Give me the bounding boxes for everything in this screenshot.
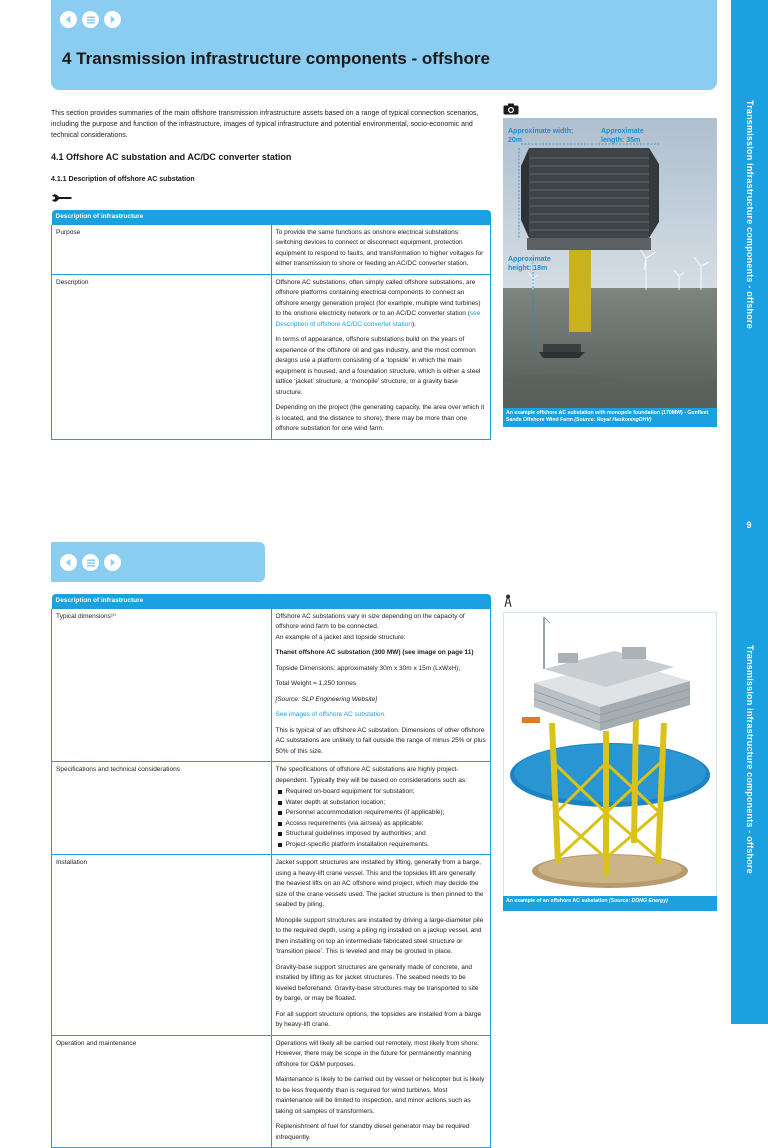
description-paragraph: In terms of appearance, offshore substations build on the years of experience of the offshore oil and gas industry, and the most common designs use a platform consisting of a ‘topside’ in which the main equipment is housed, and a foundation structure, which is either a steel lattice ‘jacket’ structure, a ‘monopile’ structure, or a gravity base structure. <box>275 336 481 396</box>
row-label: Installation <box>52 855 272 1036</box>
typical-text: Topside Dimensions: approximately 30m x 30m x 15m (LxWxH); <box>275 664 461 672</box>
text-span: ). <box>411 320 416 328</box>
row-value <box>271 855 491 1036</box>
width-label: Approximate width: 20m <box>508 128 574 144</box>
side-section-label-top: Transmission infrastructure components - offshore <box>745 100 755 329</box>
contents-button[interactable] <box>82 11 99 28</box>
row-value <box>271 274 491 439</box>
side-section-label-bottom: Transmission infrastructure components - offshore <box>745 645 755 874</box>
converter-station-link[interactable]: see Description of offshore AC/DC converter station <box>275 310 481 328</box>
description-paragraph <box>276 278 487 331</box>
table-row <box>52 1035 491 1148</box>
back-button[interactable] <box>60 11 77 28</box>
table-row <box>52 225 491 275</box>
row-label: Operation and maintenance <box>52 1035 272 1148</box>
text-span: Offshore AC substations, often simply called offshore substations, are offshore platforms containing electrical components to connect an offshore energy generation project (for example, multiple wind turbines) to the onshore electricity network or to an AC/DC converter station ( <box>275 278 481 317</box>
row-value <box>271 225 491 275</box>
caption-source: (Source: Royal HaskoningDHV) <box>574 417 652 423</box>
list-item: Project-specific platform installation requirements. <box>276 840 487 851</box>
forward-arrow-icon <box>108 558 117 567</box>
row-label: Specifications and technical considerations <box>52 762 272 855</box>
om-text: Replenishment of fuel for standby diesel generator may be required infrequently. <box>275 1123 470 1141</box>
back-arrow-icon <box>64 15 73 24</box>
wrench-icon <box>51 193 73 203</box>
infrastructure-table-1 <box>51 210 491 440</box>
table-row <box>52 855 491 1036</box>
list-item: Personnel accommodation requirements (if applicable); <box>276 808 487 819</box>
section-heading-4-1-1: 4.1.1 Description of offshore AC substation <box>51 176 195 183</box>
forward-button[interactable] <box>104 554 121 571</box>
typical-example-heading: Thanet offshore AC substation (300 MW) (see image on page 11) <box>275 649 474 656</box>
section-heading-4-1: 4.1 Offshore AC substation and AC/DC converter station <box>51 152 292 162</box>
table-row <box>52 609 491 762</box>
row-value <box>271 609 491 762</box>
nav-buttons-top <box>60 11 121 28</box>
table-row <box>52 274 491 439</box>
caption-text: An example offshore AC substation with monopole foundation (170MW) - Gunfleet Sands Offshore Wind Farm <box>506 410 709 423</box>
row-label: Purpose <box>52 225 272 275</box>
height-label: Approximate height: 18m <box>508 256 551 272</box>
back-arrow-icon <box>64 558 73 567</box>
contents-list-icon <box>86 558 96 568</box>
substation-render-image <box>503 612 717 897</box>
table-header: Description of infrastructure <box>52 210 491 225</box>
typical-source: [Source: SLP Engineering Website] <box>275 695 378 703</box>
page-number: 9 <box>746 520 752 530</box>
table-header: Description of infrastructure <box>52 594 491 609</box>
caption-text: An example of an offshore AC substation <box>506 898 609 904</box>
typical-text: Total Weight = 1,250 tonnes <box>275 680 357 687</box>
technical-drawing-icon <box>503 594 513 608</box>
typical-text: This is typical of an offshore AC substation. Dimensions of other offshore AC substations are unlikely to fall outside the range of minus 25% or plus 50% of this size. <box>275 726 486 755</box>
photo-caption-1 <box>503 408 717 427</box>
install-text: Gravity-base support structures are generally made of concrete, and installed by lifting as for jacket structures. The seabed needs to be leveled beforehand. Gravity-base structures may be transported to site by barge, or may be floated. <box>275 963 479 1002</box>
install-text: Jacket support structures are installed by lifting, generally from a barge, using a heavy-lift crane vessel. This and the topsides lift are generally the heaviest lifts on an AC offshore wind project, which may decide the size of the crane vessels used. The jacket structure is then pinned to the seabed by piling. <box>275 859 484 908</box>
substation-render-illustration <box>504 613 716 896</box>
table-row <box>52 762 491 855</box>
text-span: An example of a jacket and topside structure: <box>275 633 406 641</box>
list-item: Structural guidelines imposed by authorities; and <box>276 829 487 840</box>
forward-arrow-icon <box>108 15 117 24</box>
om-text: Maintenance is likely to be carried out by vessel or helicopter but is likely to be less frequently than is required for wind turbines. Most maintenance will be limited to inspection, and minor actions such as taking oil samples of transformers. <box>275 1076 485 1115</box>
contents-list-icon <box>86 15 96 25</box>
install-text: For all support structure options, the topsides are installed from a barge by heavy-lift crane. <box>275 1010 482 1028</box>
list-item: Required on-board equipment for substation; <box>276 787 487 798</box>
camera-icon <box>503 103 519 115</box>
forward-button[interactable] <box>104 11 121 28</box>
description-paragraph: Depending on the project (the generating capacity, the area over which it is located, and the distance to shore), there may be more than one offshore substation for one wind farm. <box>275 404 485 432</box>
row-value <box>271 1035 491 1148</box>
intro-paragraph: This section provides summaries of the main offshore transmission infrastructure assets based on a range of typical connection scenarios, including the purpose and function of the infrastructure, images of typical infrastructure and potential environmental, socio-economic and technical considerations. <box>51 110 479 139</box>
back-button[interactable] <box>60 554 77 571</box>
page-header <box>51 0 717 90</box>
row-label: Description <box>52 274 272 439</box>
purpose-text: To provide the same functions as onshore electrical substations: switching devices to connect or disconnect equipment, protection equipment to respond to faults, and transformation to higher voltages for either transmission to shore or feeding an AC/DC converter station. <box>275 228 484 267</box>
spec-intro: The specifications of offshore AC substations are highly project-dependent. Typically they will be based on considerations such as: <box>275 766 467 784</box>
install-text: Monopile support structures are installed by driving a large-diameter pile to the required depth, using a piling rig installed on a jackup vessel, and then installing on top an intermediate fabricated steel structure or ‘transition piece’. This is leveled and may be grouted in place. <box>275 916 484 955</box>
render-caption <box>503 896 717 911</box>
spec-list <box>276 787 487 850</box>
row-label: Typical dimensions¹⁰ <box>52 609 272 762</box>
contents-button[interactable] <box>82 554 99 571</box>
length-label: Approximate length: 35m <box>601 128 644 144</box>
row-value <box>271 762 491 855</box>
list-item: Water depth at substation location; <box>276 798 487 809</box>
om-text: Operations will likely all be carried out remotely, most likely from shore. However, there may be scope in the future for permanently manning offshore for O&M purposes. <box>275 1039 480 1068</box>
list-item: Access requirements (via air/sea) as applicable; <box>276 819 487 830</box>
typical-text <box>276 612 487 644</box>
text-span: Offshore AC substations vary in size depending on the capacity of offshore wind farm to be connected. <box>275 612 465 630</box>
page-title: 4 Transmission infrastructure components - offshore <box>62 49 490 68</box>
images-link[interactable]: See images of offshore AC substation. <box>275 711 386 718</box>
caption-source: (Source: DONG Energy) <box>609 898 668 904</box>
nav-buttons-bottom <box>60 554 121 571</box>
infrastructure-table-2 <box>51 594 491 1148</box>
